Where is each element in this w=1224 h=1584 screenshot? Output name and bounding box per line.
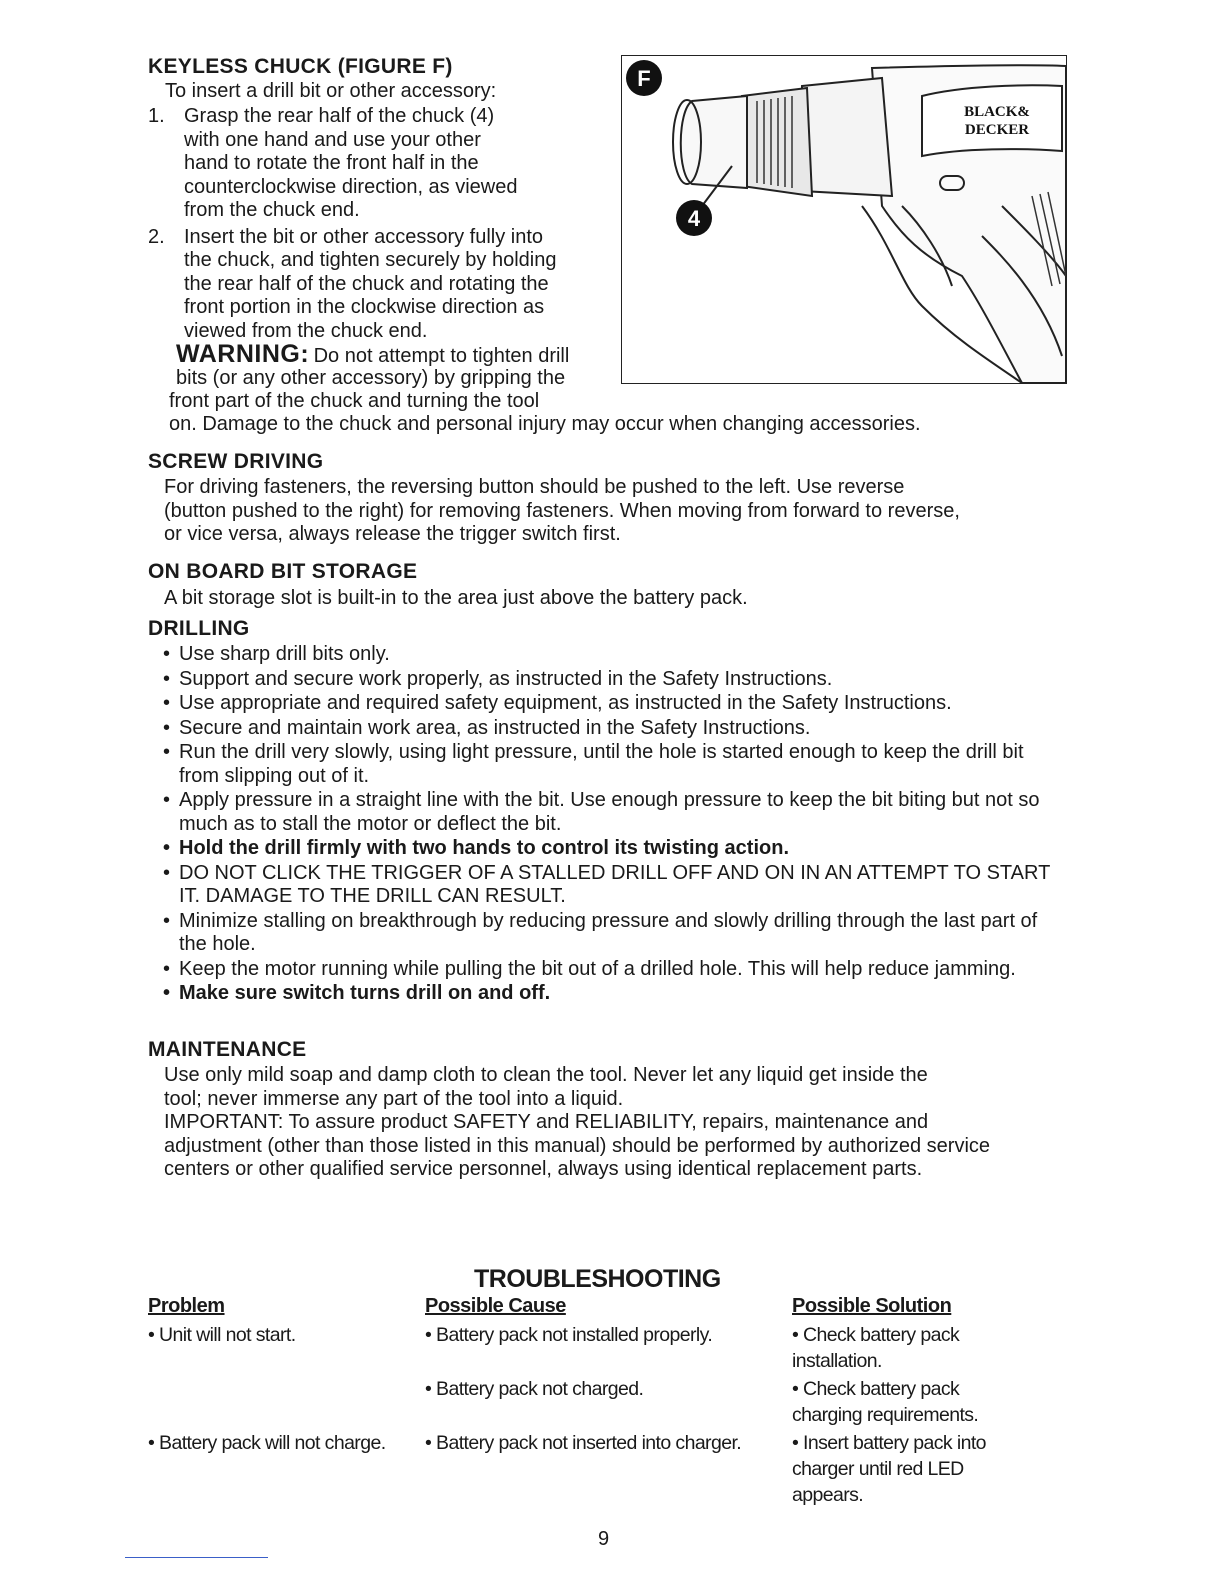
warning-text: front part of the chuck and turning the tool bbox=[169, 390, 540, 412]
section-heading-drilling: DRILLING bbox=[148, 617, 250, 640]
solution-text: charging requirements. bbox=[792, 1404, 979, 1426]
column-header-possible-solution: Possible Solution bbox=[792, 1295, 952, 1317]
cause-cell bbox=[425, 1322, 712, 1348]
drilling-item: • Support and secure work properly, as instructed in the Safety Instructions. bbox=[163, 668, 1068, 692]
step-1-line: counterclockwise direction, as viewed bbox=[184, 175, 518, 198]
step-1-line: with one hand and use your other bbox=[184, 128, 481, 151]
warning-text: bits (or any other accessory) by gripping the bbox=[176, 367, 566, 389]
keyless-chuck-intro: To insert a drill bit or other accessory: bbox=[165, 80, 497, 102]
drilling-item: • Apply pressure in a straight line with the bit. Use enough pressure to keep the bit biting but not so much as to stall the motor or deflect the bit. bbox=[163, 789, 1068, 836]
screw-driving-line: or vice versa, always release the trigger switch first. bbox=[164, 523, 621, 545]
screw-driving-text bbox=[164, 476, 1064, 547]
section-heading-keyless-chuck: KEYLESS CHUCK (FIGURE F) bbox=[148, 55, 453, 78]
problem-text: • Battery pack will not charge. bbox=[148, 1432, 386, 1454]
cause-cell bbox=[425, 1376, 643, 1402]
step-1-line: from the chuck end. bbox=[184, 199, 360, 221]
brand-logo-line2: DECKER bbox=[964, 122, 1030, 138]
warning-text: on. Damage to the chuck and personal injury may occur when changing accessories. bbox=[169, 413, 921, 435]
drilling-list bbox=[163, 643, 1068, 1007]
maintenance-line: IMPORTANT: To assure product SAFETY and RELIABILITY, repairs, maintenance and bbox=[164, 1111, 929, 1133]
step-2-line: the rear half of the chuck and rotating the bbox=[184, 272, 549, 295]
callout-4: 4 bbox=[687, 206, 701, 231]
brand-logo-line1: BLACK& bbox=[964, 104, 1030, 120]
column-header-possible-cause: Possible Cause bbox=[425, 1295, 566, 1317]
problem-text: • Unit will not start. bbox=[148, 1324, 296, 1346]
drilling-item: • Keep the motor running while pulling the bit out of a drilled hole. This will help reduce jamming. bbox=[163, 958, 1068, 982]
step-1-line: Grasp the rear half of the chuck (4) bbox=[184, 105, 495, 127]
solution-text: installation. bbox=[792, 1350, 882, 1372]
warning-label: WARNING: bbox=[176, 340, 310, 368]
troubleshooting-title: TROUBLESHOOTING bbox=[474, 1265, 721, 1293]
step-1-line: hand to rotate the front half in the bbox=[184, 152, 479, 174]
step-2-line: viewed from the chuck end. bbox=[184, 319, 428, 342]
step-2-line: the chuck, and tighten securely by holding bbox=[184, 249, 557, 271]
problem-cell bbox=[148, 1322, 296, 1348]
section-heading-screw-driving: SCREW DRIVING bbox=[148, 450, 324, 473]
cause-cell bbox=[425, 1430, 741, 1456]
drilling-item: • Secure and maintain work area, as instructed in the Safety Instructions. bbox=[163, 717, 1068, 741]
drilling-item: • Minimize stalling on breakthrough by reducing pressure and slowly drilling through the last part of the hole. bbox=[163, 910, 1068, 957]
solution-text: • Check battery pack bbox=[792, 1322, 959, 1348]
solution-cell bbox=[792, 1376, 978, 1428]
step-1-number: 1. bbox=[148, 105, 165, 127]
section-heading-maintenance: MAINTENANCE bbox=[148, 1038, 307, 1061]
maintenance-line: centers or other qualified service personnel, always using identical replacement parts. bbox=[164, 1158, 923, 1180]
page-number: 9 bbox=[598, 1528, 610, 1550]
maintenance-line: tool; never immerse any part of the tool into a liquid. bbox=[164, 1087, 624, 1110]
step-2 bbox=[148, 226, 623, 344]
cause-text: • Battery pack not charged. bbox=[425, 1378, 643, 1400]
keyless-chuck-steps bbox=[148, 105, 623, 343]
solution-text: • Insert battery pack into bbox=[792, 1430, 986, 1456]
maintenance-line: adjustment (other than those listed in this manual) should be performed by authorized service bbox=[164, 1134, 991, 1157]
figure-badge: F bbox=[637, 66, 651, 91]
drilling-item: • Run the drill very slowly, using light pressure, until the hole is started enough to keep the drill bit from slipping out of it. bbox=[163, 741, 1068, 788]
drilling-item-bold: • Make sure switch turns drill on and off. bbox=[163, 982, 1068, 1006]
maintenance-line: Use only mild soap and damp cloth to clean the tool. Never let any liquid get inside the bbox=[164, 1064, 928, 1086]
warning-text: Do not attempt to tighten drill bbox=[313, 345, 570, 367]
drilling-item: • DO NOT CLICK THE TRIGGER OF A STALLED DRILL OFF AND ON IN AN ATTEMPT TO START IT. DAMAGE TO THE DRILL CAN RESULT. bbox=[163, 862, 1068, 909]
screw-driving-line: For driving fasteners, the reversing button should be pushed to the left. Use reverse bbox=[164, 476, 905, 498]
drilling-item: • Use sharp drill bits only. bbox=[163, 643, 1068, 667]
solution-text: • Check battery pack bbox=[792, 1376, 978, 1402]
section-heading-bit-storage: ON BOARD BIT STORAGE bbox=[148, 560, 418, 583]
bit-storage-text: A bit storage slot is built-in to the area just above the battery pack. bbox=[164, 587, 748, 609]
step-2-line: Insert the bit or other accessory fully into bbox=[184, 225, 544, 248]
cause-text: • Battery pack not inserted into charger. bbox=[425, 1432, 741, 1454]
step-1 bbox=[148, 105, 623, 223]
solution-text: appears. bbox=[792, 1484, 864, 1506]
drilling-item: • Use appropriate and required safety equipment, as instructed in the Safety Instructions. bbox=[163, 692, 1068, 716]
solution-text: charger until red LED bbox=[792, 1458, 964, 1480]
drilling-item-bold: • Hold the drill firmly with two hands to control its twisting action. bbox=[163, 837, 1068, 861]
footer-rule bbox=[125, 1557, 268, 1558]
solution-cell bbox=[792, 1430, 986, 1508]
maintenance-text bbox=[164, 1064, 1074, 1182]
warning-first-line bbox=[176, 340, 569, 369]
screw-driving-line: (button pushed to the right) for removing fasteners. When moving from forward to reverse, bbox=[164, 499, 960, 522]
problem-cell bbox=[148, 1430, 386, 1456]
drill-drawing bbox=[622, 56, 1066, 383]
step-2-number: 2. bbox=[148, 225, 165, 248]
column-header-problem: Problem bbox=[148, 1295, 225, 1317]
solution-cell bbox=[792, 1322, 959, 1374]
step-2-line: front portion in the clockwise direction as bbox=[184, 296, 545, 318]
figure-f-drill-illustration bbox=[621, 55, 1067, 384]
cause-text: • Battery pack not installed properly. bbox=[425, 1324, 712, 1346]
